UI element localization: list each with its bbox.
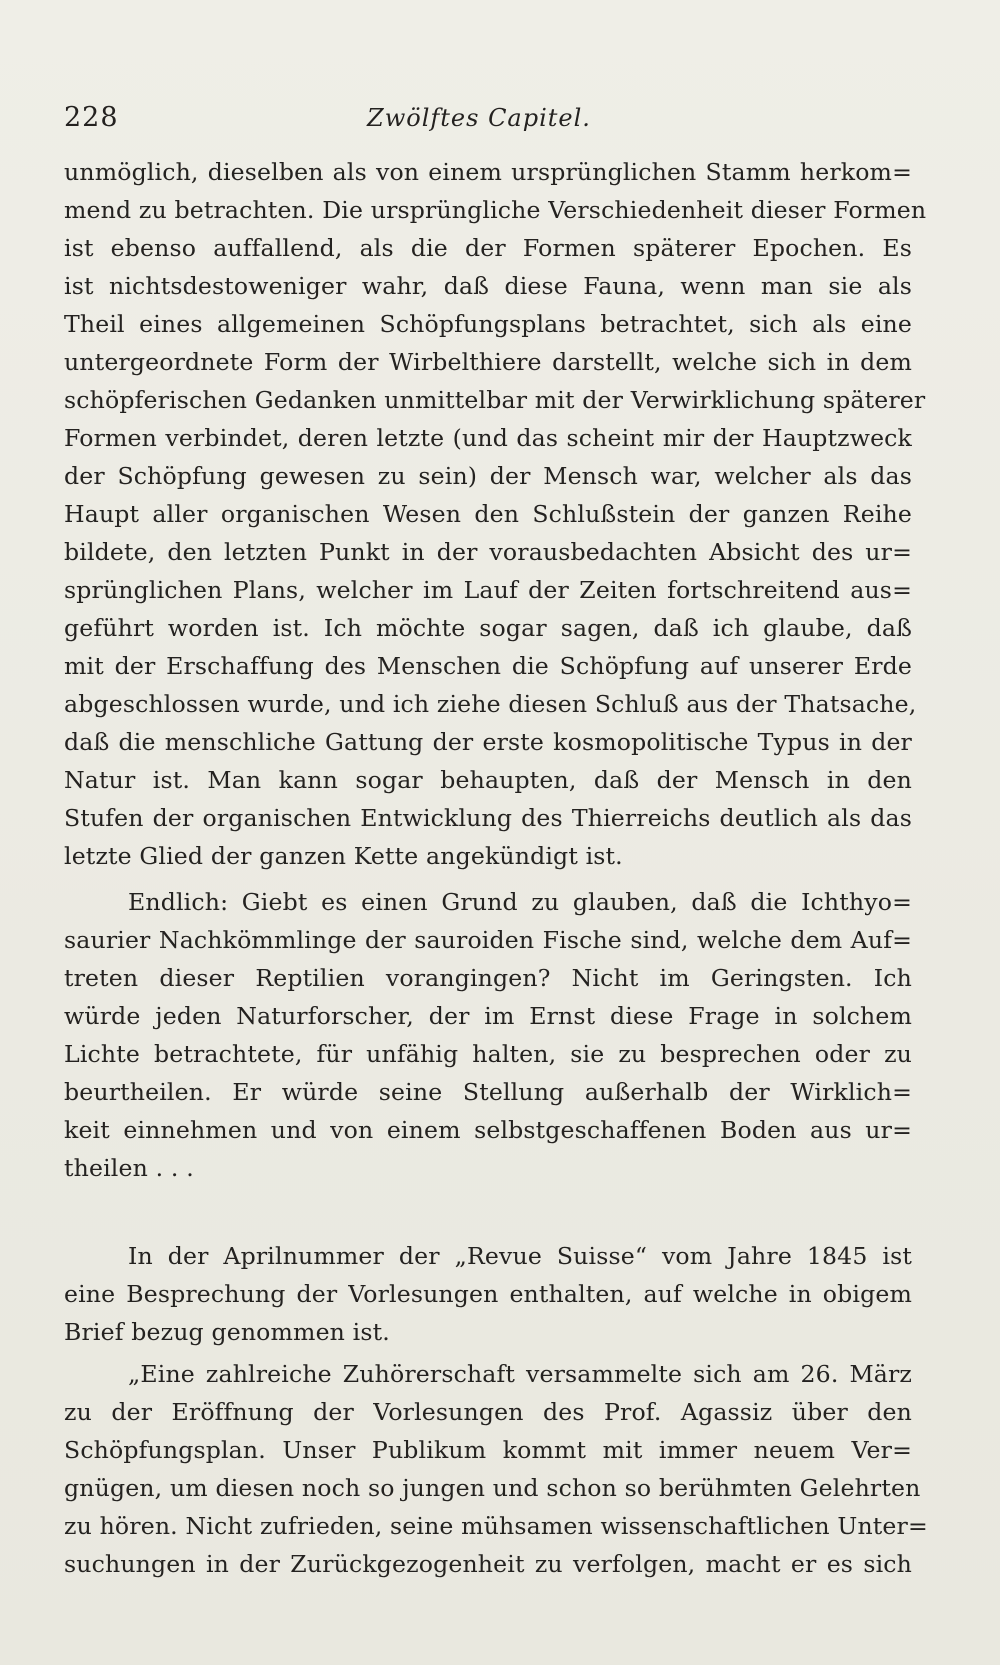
text-line: mend zu betrachten. Die ursprüngliche Verschiedenheit dieser Formen [64,196,927,224]
text-line: untergeordnete Form der Wirbelthiere darstellt, welche sich in dem [64,348,912,376]
text-line: Stufen der organischen Entwicklung des Thierreichs deutlich als das [64,804,912,832]
text-line: letzte Glied der ganzen Kette angekündigt ist. [64,842,623,870]
text-line: bildete, den letzten Punkt in der vorausbedachten Absicht des ur= [64,538,912,566]
text-line: würde jeden Naturforscher, der im Ernst diese Frage in solchem [64,1002,912,1030]
text-line: beurtheilen. Er würde seine Stellung außerhalb der Wirklich= [64,1078,912,1106]
running-head: Zwölftes Capitel. [367,104,591,132]
page-number: 228 [64,102,119,133]
paragraph-start-line: „Eine zahlreiche Zuhörerschaft versammelte sich am 26. März [128,1360,912,1388]
text-line: Haupt aller organischen Wesen den Schlußstein der ganzen Reihe [64,500,912,528]
text-line: Natur ist. Man kann sogar behaupten, daß der Mensch in den [64,766,912,794]
text-line: sprünglichen Plans, welcher im Lauf der Zeiten fortschreitend aus= [64,576,912,604]
text-line: der Schöpfung gewesen zu sein) der Mensch war, welcher als das [64,462,912,490]
text-line: mit der Erschaffung des Menschen die Schöpfung auf unserer Erde [64,652,912,680]
text-line: unmöglich, dieselben als von einem ursprünglichen Stamm herkom= [64,158,912,186]
text-line: Lichte betrachtete, für unfähig halten, sie zu besprechen oder zu [64,1040,912,1068]
text-line: saurier Nachkömmlinge der sauroiden Fische sind, welche dem Auf= [64,926,912,954]
paragraph-start-line: Endlich: Giebt es einen Grund zu glauben, daß die Ichthyo= [128,888,912,916]
text-line: Schöpfungsplan. Unser Publikum kommt mit immer neuem Ver= [64,1436,912,1464]
text-line: Theil eines allgemeinen Schöpfungsplans betrachtet, sich als eine [64,310,912,338]
text-line: geführt worden ist. Ich möchte sogar sagen, daß ich glaube, daß [64,614,912,642]
text-line: schöpferischen Gedanken unmittelbar mit der Verwirklichung späterer [64,386,926,414]
text-line: abgeschlossen wurde, und ich ziehe diesen Schluß aus der Thatsache, [64,690,917,718]
text-line: Formen verbindet, deren letzte (und das scheint mir der Hauptzweck [64,424,912,452]
text-line: theilen . . . [64,1154,194,1182]
text-line: ist nichtsdestoweniger wahr, daß diese Fauna, wenn man sie als [64,272,912,300]
text-line: ist ebenso auffallend, als die der Formen späterer Epochen. Es [64,234,912,262]
paragraph-start-line: In der Aprilnummer der „Revue Suisse“ vom Jahre 1845 ist [128,1242,912,1270]
text-line: eine Besprechung der Vorlesungen enthalten, auf welche in obigem [64,1280,912,1308]
page-header [64,102,894,142]
text-line: daß die menschliche Gattung der erste kosmopolitische Typus in der [64,728,912,756]
text-line: zu hören. Nicht zufrieden, seine mühsamen wissenschaftlichen Unter= [64,1512,928,1540]
text-line: Brief bezug genommen ist. [64,1318,390,1346]
text-line: gnügen, um diesen noch so jungen und schon so berühmten Gelehrten [64,1474,921,1502]
text-line: keit einnehmen und von einem selbstgeschaffenen Boden aus ur= [64,1116,912,1144]
text-line: zu der Eröffnung der Vorlesungen des Prof. Agassiz über den [64,1398,912,1426]
text-line: suchungen in der Zurückgezogenheit zu verfolgen, macht er es sich [64,1550,912,1578]
text-line: treten dieser Reptilien vorangingen? Nicht im Geringsten. Ich [64,964,912,992]
